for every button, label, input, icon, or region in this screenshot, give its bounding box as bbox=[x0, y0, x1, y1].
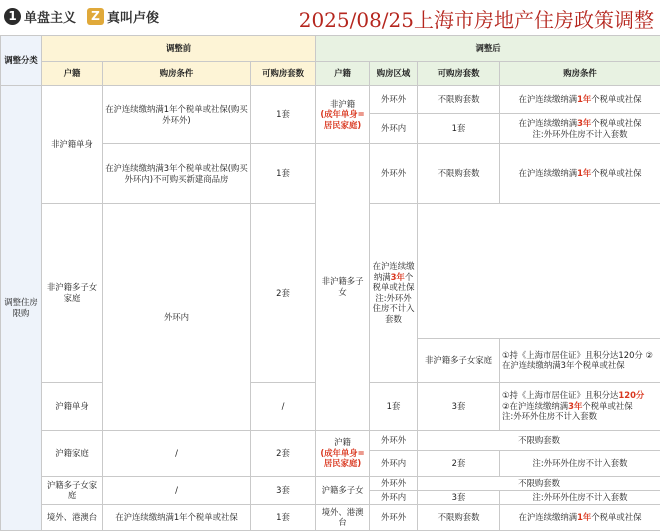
cond-note: 注:外环外住房不计入套数 bbox=[372, 292, 415, 324]
cond-highlight: 1年 bbox=[577, 511, 592, 522]
after-unlimited: 不限购套数 bbox=[418, 430, 660, 450]
header-category: 调整分类 bbox=[1, 36, 42, 86]
page-header bbox=[0, 0, 660, 33]
after-area: 外环内 bbox=[370, 490, 418, 504]
before-hukou: 非沪籍多子女家庭 bbox=[42, 204, 103, 383]
cond-text: 个税单或社保 bbox=[372, 271, 415, 293]
before-condition: 在沪连续缴纳满1年个税单或社保(购买外环外) bbox=[103, 86, 251, 144]
cond-note: 注:外环外住房不计入套数 bbox=[502, 411, 597, 422]
before-hukou: 境外、港澳台 bbox=[42, 504, 103, 530]
header-after: 调整后 bbox=[316, 36, 660, 62]
after-count: 不限购套数 bbox=[418, 504, 500, 530]
before-condition: 在沪连续缴纳满3年个税单或社保(购买外环内)不可购买新建商品房 bbox=[103, 144, 251, 204]
before-hukou: 沪籍单身 bbox=[42, 382, 103, 430]
after-hukou: 非沪籍多子女 bbox=[316, 144, 370, 431]
col-before-count: 可购房套数 bbox=[251, 62, 316, 86]
brand-name: 单盘主义 bbox=[24, 10, 77, 26]
after-count: 3套 bbox=[418, 490, 500, 504]
before-hukou: 非沪籍单身 bbox=[42, 86, 103, 204]
after-area: 外环外 bbox=[370, 504, 418, 530]
brand-zhenjiao bbox=[87, 5, 159, 27]
cond-highlight: 1年 bbox=[577, 94, 592, 105]
after-condition bbox=[500, 114, 660, 144]
cond-text: 个税单或社保 bbox=[591, 94, 642, 105]
after-condition bbox=[500, 504, 660, 530]
cond-text: ②在沪连续缴纳满 bbox=[502, 400, 569, 411]
page-title: 2025/08/25上海市房地产住房政策调整 bbox=[298, 8, 654, 32]
cond-highlight: 3年 bbox=[390, 271, 405, 282]
before-hukou: 沪籍多子女家庭 bbox=[42, 476, 103, 504]
after-hukou-note: (成年单身=居民家庭) bbox=[320, 447, 365, 469]
zhenjiao-logo-icon: Z bbox=[87, 8, 104, 25]
after-hukou-label: 沪籍 bbox=[334, 437, 351, 448]
before-condition: / bbox=[103, 476, 251, 504]
after-hukou-note: (成年单身=居民家庭) bbox=[320, 109, 365, 130]
after-condition: 注:外环外住房不计入套数 bbox=[500, 450, 660, 476]
danpan-logo-icon: 1 bbox=[4, 8, 21, 25]
after-count: 不限购套数 bbox=[418, 144, 500, 204]
after-condition bbox=[370, 204, 418, 383]
cond-text: 在沪连续缴纳满 bbox=[518, 118, 578, 128]
after-area: 外环内 bbox=[370, 450, 418, 476]
before-hukou: 沪籍家庭 bbox=[42, 430, 103, 476]
before-count: 2套 bbox=[251, 430, 316, 476]
cond-text: 在沪连续缴纳满 bbox=[518, 168, 578, 179]
cond-text: 在沪连续缴纳满 bbox=[518, 94, 578, 105]
before-count: 1套 bbox=[251, 86, 316, 144]
cond-text: 在沪连续缴纳满 bbox=[372, 261, 415, 282]
cond-text: 在沪连续缴纳满 bbox=[518, 511, 578, 522]
cond-highlight: 3年 bbox=[568, 400, 583, 411]
cond-text: 个税单或社保 bbox=[582, 400, 633, 411]
cond-highlight: 120分 bbox=[618, 390, 645, 401]
after-unlimited: 不限购套数 bbox=[418, 476, 660, 490]
before-count: 1套 bbox=[251, 144, 316, 204]
after-count: 2套 bbox=[418, 450, 500, 476]
after-area: 外环内 bbox=[370, 114, 418, 144]
col-after-hukou: 户籍 bbox=[316, 62, 370, 86]
after-area: 外环外 bbox=[370, 476, 418, 490]
after-count: 3套 bbox=[418, 382, 500, 430]
before-count: 3套 bbox=[251, 476, 316, 504]
after-area: 外环外 bbox=[370, 144, 418, 204]
before-condition: / bbox=[251, 382, 316, 430]
category-cell: 调整住房限购 bbox=[1, 86, 42, 531]
after-hukou: 沪籍多子女 bbox=[316, 476, 370, 504]
cond-text: 个税单或社保 bbox=[591, 118, 642, 128]
after-hukou-label: 非沪籍 bbox=[329, 98, 356, 109]
after-count: 不限购套数 bbox=[418, 86, 500, 114]
after-hukou: 境外、港澳台 bbox=[316, 504, 370, 530]
cond-text: 个税单或社保 bbox=[591, 511, 642, 522]
brand-name: 真叫卢俊 bbox=[107, 10, 160, 26]
after-count: 1套 bbox=[418, 114, 500, 144]
brand-danpan bbox=[4, 5, 76, 27]
cond-note: 注:外环外住房不计入套数 bbox=[532, 128, 628, 139]
header-before: 调整前 bbox=[42, 36, 316, 62]
before-count: 1套 bbox=[251, 504, 316, 530]
after-condition: 注:外环外住房不计入套数 bbox=[500, 490, 660, 504]
after-condition bbox=[500, 144, 660, 204]
after-condition bbox=[500, 382, 660, 430]
before-hukou: 非沪籍多子女家庭 bbox=[418, 338, 500, 382]
before-count: 1套 bbox=[370, 382, 418, 430]
col-before-hukou: 户籍 bbox=[42, 62, 103, 86]
after-area: 外环外 bbox=[370, 86, 418, 114]
after-hukou bbox=[316, 86, 370, 144]
before-condition: ①持《上海市居住证》且积分达120分 ②在沪连续缴纳满3年个税单或社保 bbox=[500, 338, 660, 382]
before-condition: / bbox=[103, 430, 251, 476]
after-condition bbox=[500, 86, 660, 114]
cond-text: ①持《上海市居住证》且积分达 bbox=[502, 390, 619, 401]
cond-text: 个税单或社保 bbox=[591, 168, 642, 179]
col-before-condition: 购房条件 bbox=[103, 62, 251, 86]
col-after-count: 可购房套数 bbox=[418, 62, 500, 86]
after-area: 外环内 bbox=[103, 204, 251, 431]
cond-highlight: 3年 bbox=[577, 118, 592, 128]
col-after-area: 购房区域 bbox=[370, 62, 418, 86]
after-area: 外环外 bbox=[370, 430, 418, 450]
col-after-condition: 购房条件 bbox=[500, 62, 660, 86]
policy-table bbox=[0, 35, 660, 531]
before-condition: 在沪连续缴纳满1年个税单或社保 bbox=[103, 504, 251, 530]
cond-highlight: 1年 bbox=[577, 168, 592, 179]
after-hukou bbox=[316, 430, 370, 476]
after-count: 2套 bbox=[251, 204, 316, 383]
